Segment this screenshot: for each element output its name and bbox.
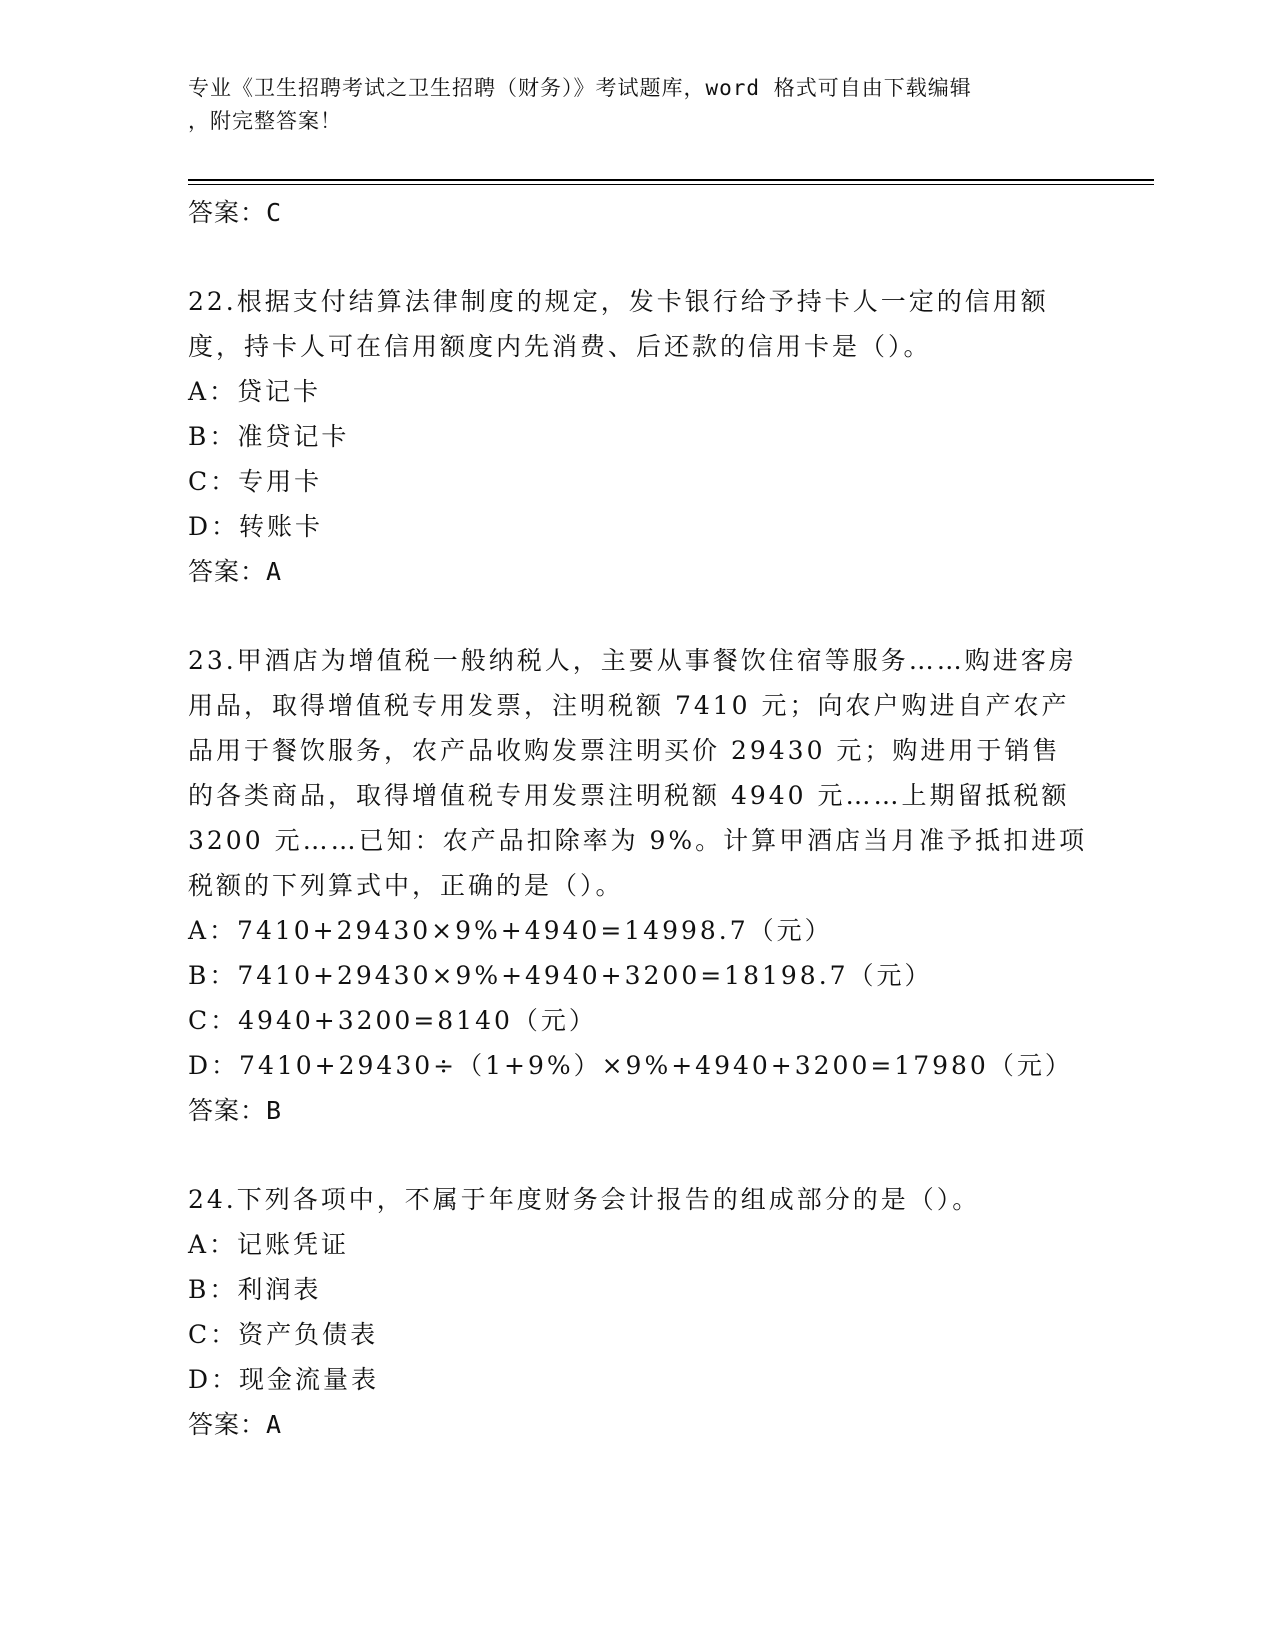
option-a: A：7410+29430×9%+4940=14998.7（元） bbox=[188, 916, 833, 945]
document-header bbox=[188, 72, 1088, 138]
header-divider-thin bbox=[188, 184, 1154, 185]
answer-label: 答案：B bbox=[188, 1096, 283, 1125]
option-d: D：现金流量表 bbox=[188, 1365, 380, 1394]
option-d: D：转账卡 bbox=[188, 512, 324, 541]
document-body bbox=[188, 190, 1088, 1448]
question-text: 24.下列各项中，不属于年度财务会计报告的组成部分的是（）。 bbox=[188, 1185, 981, 1214]
option-c: C：专用卡 bbox=[188, 467, 323, 496]
option-a: A：记账凭证 bbox=[188, 1230, 350, 1259]
option-b: B：7410+29430×9%+4940+3200=18198.7（元） bbox=[188, 961, 933, 990]
answer-label: 答案：A bbox=[188, 557, 283, 586]
question-text: 23.甲酒店为增值税一般纳税人，主要从事餐饮住宿等服务……购进客房用品，取得增值税专用发票，注明税额 7410 元；向农户购进自产农产品用于餐饮服务，农产品收购发票注明买价 29430 元；购进用于销售的各类商品，取得增值税专用发票注明税额 4940 元……上期留抵税额 3200 元……已知：农产品扣除率为 9%。计算甲酒店当月准予抵扣进项税额的下列算式中，正确的是（）。 bbox=[188, 646, 1088, 900]
answer-label: 答案：C bbox=[188, 198, 283, 227]
option-b: B：利润表 bbox=[188, 1275, 322, 1304]
header-line-2: ，附完整答案！ bbox=[188, 109, 342, 133]
header-line-1: 专业《卫生招聘考试之卫生招聘（财务）》考试题库，word 格式可自由下载编辑 bbox=[188, 76, 972, 100]
option-c: C：4940+3200=8140（元） bbox=[188, 1006, 597, 1035]
option-c: C：资产负债表 bbox=[188, 1320, 379, 1349]
question-24 bbox=[188, 1177, 1088, 1448]
option-a: A：贷记卡 bbox=[188, 377, 322, 406]
option-d: D：7410+29430÷（1+9%）×9%+4940+3200=17980（元） bbox=[188, 1051, 1073, 1080]
question-22 bbox=[188, 279, 1088, 595]
option-b: B：准贷记卡 bbox=[188, 422, 350, 451]
question-23 bbox=[188, 638, 1088, 1134]
question-text: 22.根据支付结算法律制度的规定，发卡银行给予持卡人一定的信用额度，持卡人可在信用额度内先消费、后还款的信用卡是（）。 bbox=[188, 287, 1049, 361]
answer-label: 答案：A bbox=[188, 1410, 283, 1439]
header-divider-thick bbox=[188, 179, 1154, 181]
